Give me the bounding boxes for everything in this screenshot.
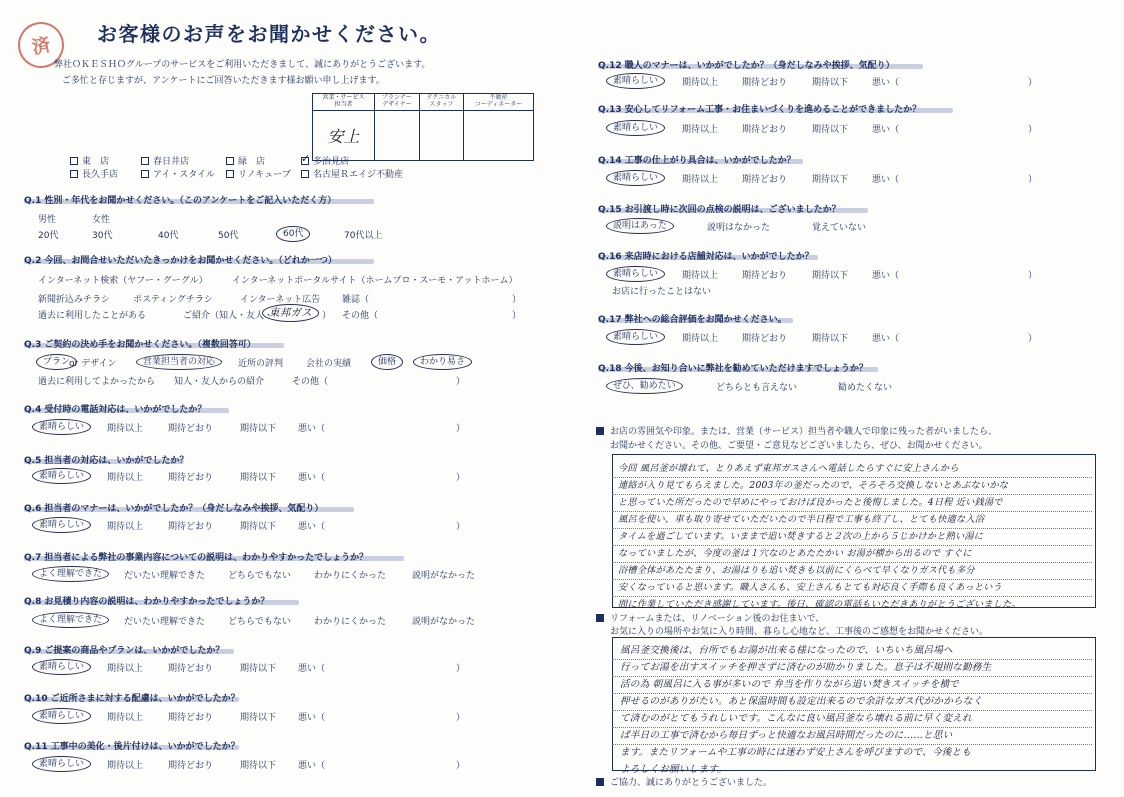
- option-trigger[interactable]: 雑誌（: [342, 295, 370, 305]
- option-trigger[interactable]: その他（: [342, 311, 379, 321]
- bracket-close: ）: [1028, 125, 1038, 135]
- bracket-close: ）: [456, 713, 466, 723]
- rating-option[interactable]: 期待以上: [682, 125, 719, 135]
- question-q16: Q.16 来店時における店舗対応は、いかがでしたか？: [598, 252, 814, 262]
- rating-option[interactable]: 期待どおり: [742, 78, 788, 88]
- rating-option[interactable]: 期待どおり: [168, 664, 214, 674]
- inspection-option[interactable]: 説明はなかった: [707, 223, 771, 233]
- understanding-option[interactable]: わかりにくかった: [314, 617, 387, 627]
- question-q14: Q.14 工事の仕上がり具合は、いかがでしたか？: [598, 156, 796, 166]
- option-decision[interactable]: 近所の評判: [238, 359, 284, 369]
- option-trigger[interactable]: 新聞折込みチラシ: [38, 295, 111, 305]
- rating-option[interactable]: 期待以上: [107, 664, 144, 674]
- rating-option[interactable]: 期待以下: [240, 522, 277, 532]
- question-q5: Q.5 担当者の対応は、いかがでしたか？: [24, 456, 189, 466]
- rating-option[interactable]: 悪い（: [872, 271, 900, 281]
- understanding-option[interactable]: だいたい理解できた: [124, 617, 206, 627]
- rating-option[interactable]: 期待どおり: [168, 522, 214, 532]
- bracket-close: ）: [1028, 78, 1038, 88]
- intro-line-2: ご多忙と存じますが、アンケートにご回答いただきます様お願い申し上げます。: [62, 76, 385, 86]
- understanding-option[interactable]: だいたい理解できた: [124, 571, 206, 581]
- bracket-close: ）: [456, 522, 466, 532]
- option-decision-selected[interactable]: プラン: [42, 354, 77, 367]
- understanding-option[interactable]: どちらでもない: [228, 571, 291, 581]
- bracket-close: ）: [512, 311, 522, 321]
- option-age[interactable]: 40代: [158, 231, 179, 241]
- recommend-option-selected[interactable]: ぜひ、勧めたい: [612, 378, 683, 391]
- checkbox-icon: [70, 157, 78, 165]
- page-title: お客様のお声をお聞かせください。: [97, 22, 441, 46]
- rating-option[interactable]: 悪い（: [872, 334, 900, 344]
- recommend-option[interactable]: どちらとも言えない: [716, 383, 798, 393]
- rating-option[interactable]: 期待どおり: [168, 424, 214, 434]
- understanding-selected[interactable]: よく理解できた: [38, 566, 109, 579]
- rating-selected[interactable]: 素晴らしい: [612, 120, 665, 133]
- bracket-close: ）: [1028, 271, 1038, 281]
- rating-option[interactable]: 期待以下: [812, 125, 849, 135]
- staff-value[interactable]: 安上: [313, 111, 375, 161]
- option-age-selected[interactable]: 60代: [282, 226, 310, 239]
- store-option[interactable]: 緑 店: [226, 154, 265, 167]
- rating-option[interactable]: 期待以下: [812, 175, 849, 185]
- store-option[interactable]: 長久手店: [70, 167, 118, 180]
- rating-selected[interactable]: 素晴らしい: [612, 266, 665, 279]
- rating-option[interactable]: 期待以下: [240, 664, 277, 674]
- rating-option[interactable]: 期待以下: [240, 713, 277, 723]
- bracket-close: ）: [512, 295, 522, 305]
- rating-option[interactable]: 期待以下: [240, 473, 277, 483]
- bracket-close: ）: [456, 377, 466, 387]
- option-decision[interactable]: 過去に利用してよかったから: [38, 377, 156, 387]
- question-q8: Q.8 お見積り内容の説明は、わかりやすかったでしょうか？: [24, 597, 270, 607]
- rating-option[interactable]: 期待以上: [107, 522, 144, 532]
- question-q12: Q.12 職人のマナーは、いかがでしたか？（身だしなみや挨拶、気配り）: [598, 61, 895, 71]
- recommend-option[interactable]: 勧めたくない: [838, 383, 893, 393]
- rating-selected[interactable]: 素晴らしい: [612, 170, 665, 183]
- rating-selected[interactable]: 素晴らしい: [38, 517, 91, 530]
- rating-option[interactable]: 期待どおり: [742, 125, 788, 135]
- staff-table: [312, 93, 534, 161]
- received-stamp: 済: [14, 18, 69, 73]
- checkbox-icon: [226, 170, 234, 178]
- rating-option[interactable]: 期待どおり: [168, 473, 214, 483]
- checkbox-checked-icon: [301, 157, 309, 165]
- option-age[interactable]: 30代: [92, 231, 113, 241]
- store-option[interactable]: 春日井店: [141, 154, 189, 167]
- rating-option[interactable]: 期待どおり: [742, 271, 788, 281]
- understanding-option[interactable]: わかりにくかった: [314, 571, 387, 581]
- staff-header: 営業・サービス 担当者: [313, 94, 375, 111]
- bracket-close: ）: [456, 664, 466, 674]
- rating-option[interactable]: 期待どおり: [742, 334, 788, 344]
- comment1-prompt-2: お聞かせください。その他、ご要望・ご意見などございましたら、ぜひ、お聞かせください。: [610, 441, 988, 451]
- staff-header: プランナー デザイナー: [375, 94, 420, 111]
- rating-option[interactable]: 悪い（: [872, 125, 900, 135]
- rating-option[interactable]: 悪い（: [872, 78, 900, 88]
- staff-value[interactable]: [375, 111, 420, 161]
- bracket-close: ）: [456, 424, 466, 434]
- inspection-option-selected[interactable]: 説明はあった: [612, 218, 674, 231]
- rating-selected[interactable]: 素晴らしい: [38, 468, 91, 481]
- store-option[interactable]: リノキューブ: [226, 167, 291, 180]
- rating-option[interactable]: 期待どおり: [168, 713, 214, 723]
- store-option[interactable]: 名古屋Ｒエイジ不動産: [301, 167, 403, 180]
- rating-selected[interactable]: 素晴らしい: [38, 419, 91, 432]
- option-trigger[interactable]: ポスティングチラシ: [133, 295, 213, 305]
- rating-option[interactable]: 悪い（: [872, 175, 900, 185]
- bracket-close: ）: [456, 473, 466, 483]
- bracket-close: ）: [322, 311, 332, 321]
- bracket-close: ）: [1028, 175, 1038, 185]
- rating-option[interactable]: 悪い（: [298, 522, 326, 532]
- question-q9: Q.9 ご提案の商品やプランは、いかがでしたか？: [24, 646, 225, 656]
- square-bullet-icon: [596, 614, 604, 622]
- never-visited-option[interactable]: お店に行ったことはない: [612, 287, 712, 297]
- option-age[interactable]: 70代以上: [344, 231, 383, 241]
- rating-option[interactable]: 期待以下: [812, 78, 849, 88]
- rating-option[interactable]: 期待以下: [240, 424, 277, 434]
- rating-selected[interactable]: 素晴らしい: [38, 756, 91, 769]
- rating-option[interactable]: 期待以上: [682, 78, 719, 88]
- bracket-close: ）: [1028, 334, 1038, 344]
- store-option[interactable]: 東 店: [70, 154, 109, 167]
- comment1-prompt-1: お店の雰囲気や印象。または、営業（サービス）担当者や職人で印象に残った者がいましたら、: [596, 424, 997, 437]
- rating-option[interactable]: 期待以上: [107, 713, 144, 723]
- rating-option[interactable]: 期待以上: [107, 473, 144, 483]
- checkbox-icon: [141, 157, 149, 165]
- rating-option[interactable]: 期待以上: [682, 175, 719, 185]
- rating-option[interactable]: 期待以上: [107, 761, 144, 771]
- rating-option[interactable]: 期待以下: [240, 761, 277, 771]
- rating-option[interactable]: 悪い（: [298, 664, 326, 674]
- option-gender-male[interactable]: 男性: [38, 215, 57, 225]
- rating-option[interactable]: 悪い（: [298, 713, 326, 723]
- question-q17: Q.17 弊社への総合評価をお聞かせください。: [598, 315, 787, 325]
- rating-selected[interactable]: 素晴らしい: [38, 659, 91, 672]
- checkbox-icon: [70, 170, 78, 178]
- rating-selected[interactable]: 素晴らしい: [612, 73, 665, 86]
- rating-option[interactable]: 期待以上: [682, 334, 719, 344]
- option-gender-female[interactable]: 女性: [92, 215, 111, 225]
- staff-value[interactable]: [419, 111, 463, 161]
- question-q4: Q.4 受付時の電話対応は、いかがでしたか？: [24, 405, 207, 415]
- understanding-option[interactable]: 説明がなかった: [412, 617, 476, 627]
- option-age[interactable]: 50代: [218, 231, 239, 241]
- inspection-option[interactable]: 覚えていない: [812, 223, 867, 233]
- rating-option[interactable]: 期待どおり: [168, 761, 214, 771]
- comment2-prompt-1: リフォームまたは、リノベーション後のお住まいで、: [596, 611, 824, 624]
- checkbox-icon: [141, 170, 149, 178]
- question-q3: Q.3 ご契約の決め手をお聞かせください。（複数回答可）: [24, 340, 256, 350]
- question-q1: Q.1 性別・年代をお聞かせください。（このアンケートをご記入いただく方）: [24, 196, 337, 206]
- rating-option[interactable]: 期待どおり: [742, 175, 788, 185]
- rating-option[interactable]: 期待以上: [107, 424, 144, 434]
- square-bullet-icon: [596, 427, 604, 435]
- option-decision-selected[interactable]: 営業担当者の対応: [142, 354, 222, 367]
- option-trigger[interactable]: インターネット広告: [240, 295, 321, 305]
- option-decision[interactable]: その他（: [292, 377, 329, 387]
- option-trigger[interactable]: インターネット検索（ヤフー・グーグル）: [38, 276, 208, 286]
- option-decision[interactable]: or デザイン: [69, 359, 117, 369]
- comment2-text[interactable]: 風呂釜交換後は、台所でもお湯が出来る様になったので、いちいち風呂場へ 行ってお湯を出すスイッチを押さずに済むのが助かりました。息子は不規則な勤務生 活の為 朝風呂に入る事が多いので 弁当を作りながら追い焚きスイッチを横で 押せるのがありがたい。あと保温時間も設定出来るので余計なガス代がかからなく て済むのがとてもうれしいです。こんなに良い風呂釜なら壊れる前に早く変えれ ば半日の工事で済むから毎日ずっと快適なお風呂時間だったのに……と思い ます。またリフォームや工事の時には迷わず安上さんを呼びますので、今後とも よろしくお願いします。: [620, 645, 992, 775]
- option-decision-selected[interactable]: わかり易さ: [419, 354, 472, 367]
- option-decision[interactable]: 知人・友人からの紹介: [174, 377, 265, 387]
- staff-header: 不動産 コーディネーター: [463, 94, 533, 111]
- comment1-text[interactable]: 今回 風呂釜が壊れて、とりあえず東邦ガスさんへ電話したらすぐに安上さんから 連絡が入り見てもらえました。2003年の釜だったので、そろそろ交換しないとあぶないかな と思っていた所だったので早めにやっておけば良かったと後悔しました。4日程 近い銭湯で 風呂を使い、車も取り寄せていただいたので半日程で工事も終了し、とても快適な入浴 タイムを過ごしています。いままで追い焚きすると２次の上から５じかけかと熱い湯に なっていましたが、今度の釜は１穴なのとあたたかい お湯が横から出るので すぐに 浴槽全体があたたまり、お湯はりも追い焚きも以前にくらべて早くなりガス代も多分 安くなっていると思います。職人さんも、安上さんもとても対応良く手際も良くあっという 間に作業していただき感謝しています。後日、確認の電話もいただきありがとうございました。: [618, 463, 1021, 610]
- understanding-option[interactable]: どちらでもない: [228, 617, 291, 627]
- question-q13: Q.13 安心してリフォーム工事・お住まいづくりを進めることができましたか？: [598, 105, 922, 115]
- footer-thanks: ご協力、誠にありがとうございました。: [596, 775, 772, 788]
- option-trigger[interactable]: 過去に利用したことがある: [38, 311, 147, 321]
- rating-option[interactable]: 悪い（: [298, 473, 326, 483]
- option-trigger[interactable]: インターネットポータルサイト（ホームプロ・スーモ・アットホーム）: [232, 276, 518, 286]
- rating-option[interactable]: 期待以下: [812, 271, 849, 281]
- rating-selected[interactable]: 素晴らしい: [612, 329, 665, 342]
- question-q11: Q.11 工事中の美化・後片付けは、いかがでしたか？: [24, 742, 240, 752]
- square-bullet-icon: [596, 778, 604, 786]
- question-q2: Q.2 今回、お問合せいただいたきっかけをお聞かせください。（どれか一つ）: [24, 256, 337, 266]
- checkbox-icon: [226, 157, 234, 165]
- option-age[interactable]: 20代: [38, 231, 59, 241]
- referral-answer[interactable]: 東邦ガス: [268, 305, 319, 320]
- store-option[interactable]: ✓ 多治見店: [301, 154, 349, 167]
- option-trigger[interactable]: ご紹介（知人・友人・: [183, 311, 274, 321]
- rating-option[interactable]: 期待以下: [812, 334, 849, 344]
- question-q18: Q.18 今後、お知り合いに弊社を勧めていただけますでしょうか？: [598, 364, 868, 374]
- comment2-prompt-2: お気に入りの場所やお気に入り時間、暮らし心地など、工事後のご感想をお聞かせください。: [610, 627, 989, 637]
- understanding-option[interactable]: 説明がなかった: [412, 571, 476, 581]
- question-q7: Q.7 担当者による弊社の事業内容についての説明は、わかりやすかったでしょうか？: [24, 553, 369, 563]
- store-option[interactable]: アイ・スタイル: [141, 167, 215, 180]
- question-q6: Q.6 担当者のマナーは、いかがでしたか？（身だしなみや挨拶、気配り）: [24, 504, 324, 514]
- option-decision[interactable]: 会社の実績: [306, 359, 352, 369]
- question-q10: Q.10 ご近所さまに対する配慮は、いかがでしたか？: [24, 694, 240, 704]
- checkbox-icon: [301, 170, 309, 178]
- understanding-selected[interactable]: よく理解できた: [38, 612, 109, 625]
- rating-option[interactable]: 悪い（: [298, 424, 326, 434]
- option-decision-selected[interactable]: 価格: [377, 354, 403, 367]
- question-q15: Q.15 お引渡し時に次回の点検の説明は、ございましたか？: [598, 205, 841, 215]
- staff-value[interactable]: [463, 111, 533, 161]
- bracket-close: ）: [456, 761, 466, 771]
- rating-option[interactable]: 悪い（: [298, 761, 326, 771]
- rating-selected[interactable]: 素晴らしい: [38, 708, 91, 721]
- rating-option[interactable]: 期待以上: [682, 271, 719, 281]
- intro-line-1: 弊社ＯＫＥＳＨＯグループのサービスをご利用いただきまして、誠にありがとうございます。: [54, 60, 431, 70]
- staff-header: テクニカル スタッフ: [419, 94, 463, 111]
